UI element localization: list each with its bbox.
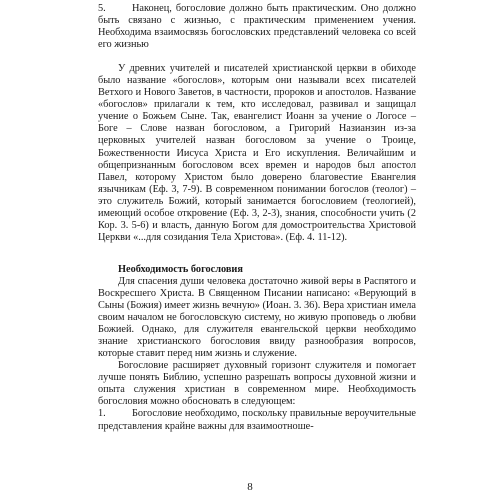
numbered-paragraph-1 xyxy=(98,408,416,432)
paragraph-salvation: Для спасения души человека достаточно живой веры в Распятого и Воскресшего Христа. В Священном Писании написано: «Верующий в Сыны (Божия) имеет жизнь вечную» (Иоан. 3. 36). Вера христиан имела своим началом не богословскую систему, но живую проповедь о любви Божией. Однако, для служителя евангельской церкви необходимо знание христианского богословия ввиду разнообразия вопросов, которые ставит перед ним жизнь и служение. xyxy=(98,275,416,360)
paragraph-number: 5. xyxy=(98,3,106,14)
numbered-paragraph-5 xyxy=(98,3,416,51)
paragraph-horizon: Богословие расширяет духовный горизонт служителя и помогает лучше понять Библию, успешно разрешать вопросы духовной жизни и опыта служения христиан в современном мире. Необходимость богословия можно обосновать в следующем: xyxy=(98,360,416,408)
paragraph-number: 1. xyxy=(98,408,106,420)
paragraph-text: Богословие необходимо, поскольку правильные вероучительные представления крайне важны для взаимоотноше- xyxy=(98,408,416,432)
paragraph-text: Наконец, богословие должно быть практическим. Оно должно быть связано с жизнью, с практическим применением учения. Необходима взаимосвязь богословских представлений человека со всей его жизнью xyxy=(98,3,416,51)
spacer xyxy=(98,244,416,264)
section-heading: Необходимость богословия xyxy=(118,263,243,275)
paragraph-theologians: У древних учителей и писателей христианской церкви в обиходе было название «богослов», которым они называли всех писателей Ветхого и Нового Заветов, в частности, пророков и апостолов. Название «богослов» прилагали к тем, кто исследовал, развивал и защищал учение о Божьем Сыне. Так, евангелист Иоанн за учение о Логосе – Боге – Слове назван богословом, а Григорий Назианзин из-за церковных учителей назван богословом за учение о Троице, Божественности Иисуса Христа и Его искупления. Величайшим и общепризнанным богословом всех времен и народов был апостол Павел, которому Христом было доверено благовестие Евангелия язычникам (Еф. 3, 7-9). В современном понимании богослов (теолог) – это служитель Божий, который занимается богословием (теологией), имеющий особое откровение (Еф. 3, 2-3), знания, способности учить (2 Кор. 3. 5-6) и власть, данную Богом для домостроительства Христовой Церкви «...для созидания Тела Христова». (Еф. 4. 11-12). xyxy=(98,63,416,243)
text-column xyxy=(98,3,416,433)
spacer xyxy=(98,51,416,63)
page-number: 8 xyxy=(247,481,253,493)
